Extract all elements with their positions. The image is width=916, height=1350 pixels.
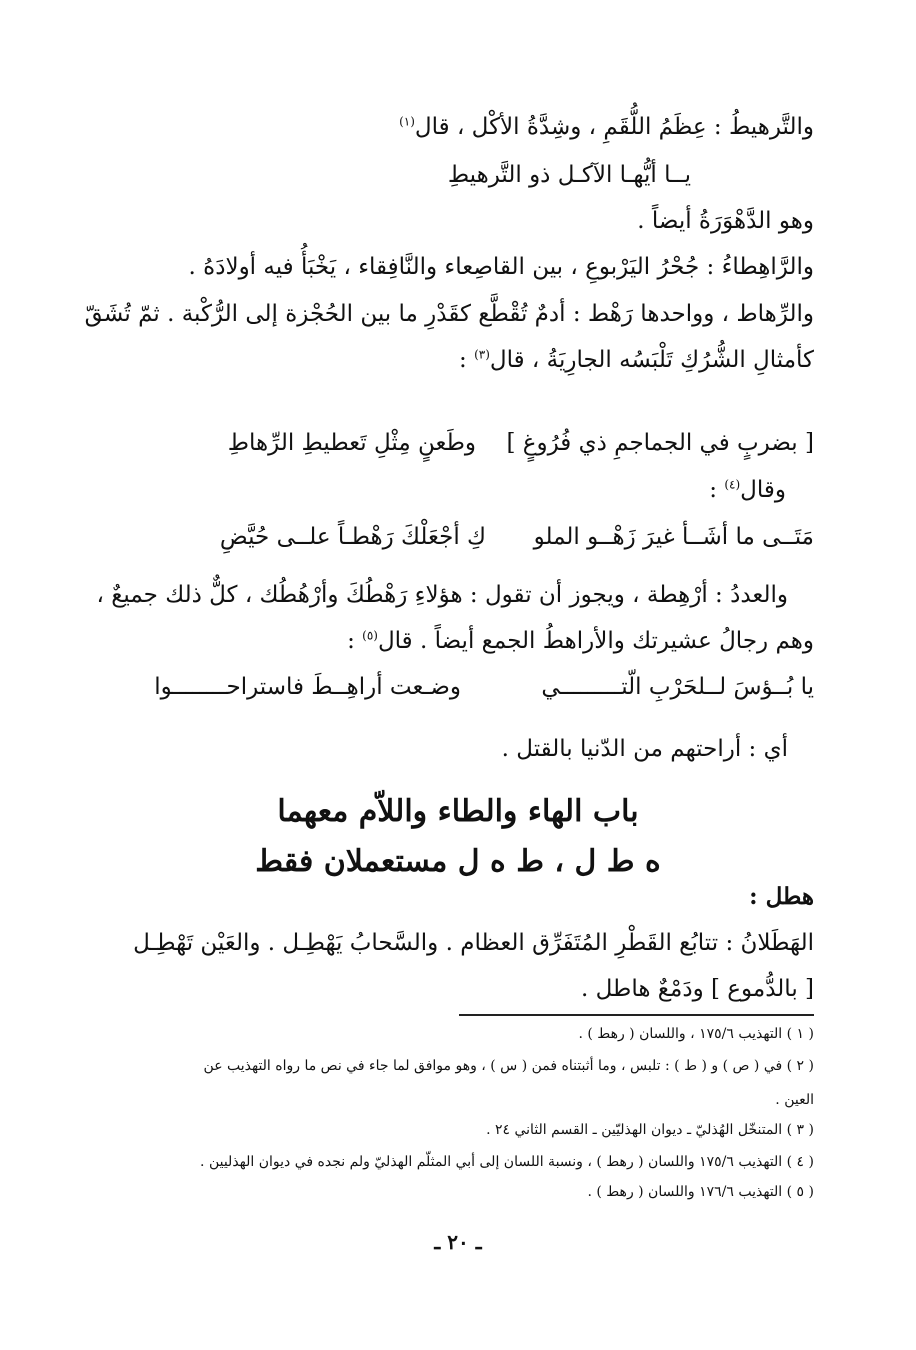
verse-line-1: يــا أيُّهـا الآكـل ذو التَّرهيطِ [447,162,691,188]
entry-line-2: [ بالدُّموع ] ودَمْعٌ هاطل . [581,976,814,1002]
text-line-8 [100,475,786,505]
colon: : [709,477,718,503]
footnote-ref: (٤) [724,477,741,492]
section-title: باب الهاء والطاء واللاّم معهما [277,794,639,829]
text-line-13: أي : أراحتهم من الدّنيا بالقتل . [501,736,788,762]
line-text: وهم رجالُ عشيرتك والأراهطُ الجمع أيضاً . قال [377,628,814,654]
page-number: ـ ٢٠ ـ [434,1230,482,1254]
text-line-4: والرَّاهِطاءُ : جُحْرُ اليَرْبوعِ ، بين القاصِعاء والنَّافِقاء ، يَخْبَأُ فيه أولادَهُ . [188,254,814,280]
verse-3-hemistich-b: كِ أجْعَلْكَ رَهْطـاً علــى حُيَّضِ [219,524,486,550]
entry-headword: هطل : [749,883,814,910]
line-text: والتَّرهيطُ : عِظَمُ اللُّقَمِ ، وشِدَّةُ الأكْل ، قال [414,114,814,140]
verse-2-hemistich-a: [ بضربٍ في الجماجمِ ذي فُرُوغٍ ] [506,430,814,456]
footnote-ref: (٥) [362,628,378,643]
entry-line-1: الهَطَلانُ : تتابُع القَطْرِ المُتَفَرِّق العظام . والسَّحابُ يَهْطِـل . والعَيْن تَهْطِـل [133,930,814,956]
footnote-divider [459,1014,814,1016]
section-subtitle: ه ط ل ، ط ه ل مستعملان فقط [255,844,661,879]
verse-2-hemistich-b: وطَعنٍ مِثْلِ تَعطيطِ الرِّهاطِ [227,430,476,456]
text-line-5: والرِّهاط ، وواحدها رَهْط : أدمٌ تُقْطَّع كقَدْرِ ما بين الحُجْزة إلى الرُّكْبة . ثمّ تُشَقّ [84,301,814,327]
colon: : [459,347,467,373]
verse-3-hemistich-a: مَتَــى ما أشَــأ غيرَ زَهْــو الملو [533,524,814,550]
line-text: وقال [740,477,786,503]
colon: : [347,628,355,654]
footnote-ref: (٣) [474,347,490,362]
text-line-6 [100,345,814,375]
footnote-1: ( ١ ) التهذيب ١٧٥/٦ ، واللسان ( رهط ) . [578,1026,814,1042]
verse-4-hemistich-a: يا بُــؤسَ لــلحَرْبِ الّتـــــــــي [541,674,814,700]
text-line-1 [100,112,814,142]
verse-4-hemistich-b: وضـعت أراهِــطَ فاستراحــــــــوا [154,674,461,700]
footnote-2-continued: العين . [775,1092,814,1108]
text-line-11 [100,626,814,656]
footnote-3: ( ٣ ) المتنخّل الهُذليّ ـ ديوان الهذليّين ـ القسم الثاني ٢٤ . [486,1122,814,1138]
text-line-3: وهو الدَّهْوَرَةُ أيضاً . [637,208,814,234]
footnote-ref: (١) [399,114,415,129]
footnote-5: ( ٥ ) التهذيب ١٧٦/٦ واللسان ( رهط ) . [587,1184,814,1200]
line-text: كأمثالِ الشُّرُكِ تَلْبَسُه الجارِيَةُ ، قال [489,347,814,373]
footnote-2: ( ٢ ) في ( ص ) و ( ط ) : تلبس ، وما أثبتناه فمن ( س ) ، وهو موافق لما جاء في نص ما رواه التهذيب عن [203,1058,814,1074]
text-line-10: والعددُ : أرْهِطة ، ويجوز أن تقول : هؤلاءِ رَهْطُكَ وأرْهُطُك ، كلٌّ ذلك جميعٌ ، [96,582,788,608]
footnote-4: ( ٤ ) التهذيب ١٧٥/٦ واللسان ( رهط ) ، ونسبة اللسان إلى أبي المثلّم الهذليّ ولم نجده في ديوان الهذليين . [200,1154,814,1170]
